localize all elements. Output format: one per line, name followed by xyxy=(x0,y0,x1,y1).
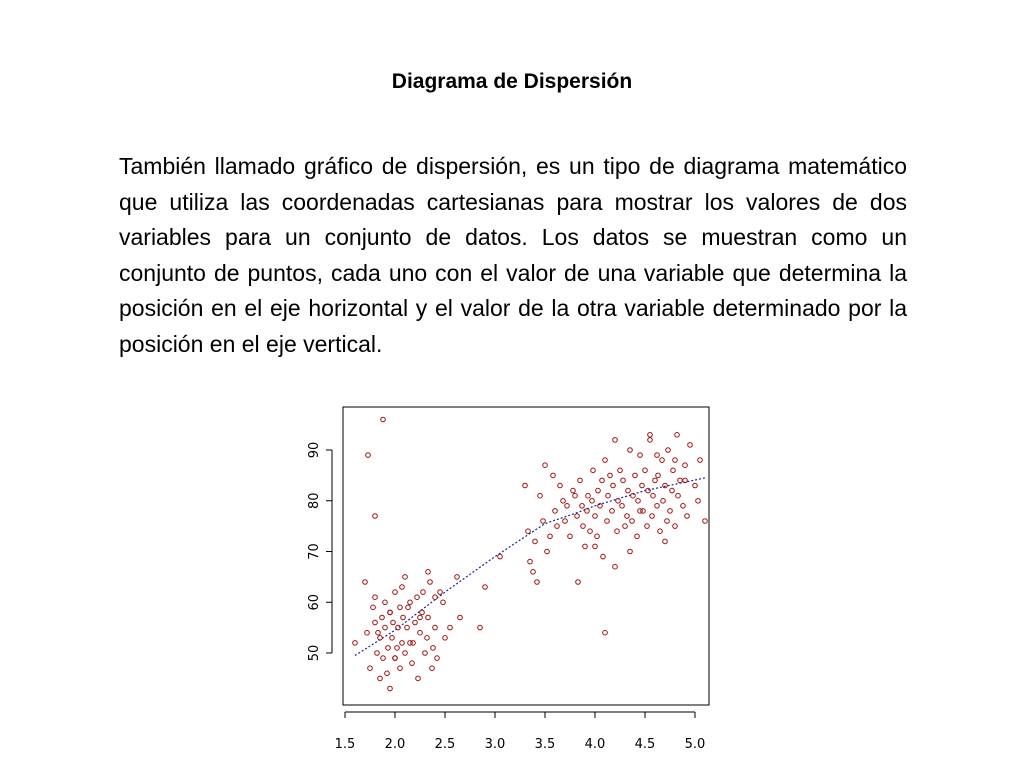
data-point xyxy=(430,666,435,671)
y-axis xyxy=(307,442,332,662)
data-point xyxy=(676,493,681,498)
data-point xyxy=(441,600,446,605)
trend-line-group xyxy=(355,478,705,656)
data-point xyxy=(623,524,628,529)
data-point xyxy=(658,529,663,534)
data-point xyxy=(425,636,430,641)
y-tick-label: 90 xyxy=(307,441,322,459)
data-point xyxy=(585,509,590,514)
data-point xyxy=(433,595,438,600)
data-point xyxy=(528,559,533,564)
data-point xyxy=(668,509,673,514)
data-point xyxy=(381,417,386,422)
data-point xyxy=(683,463,688,468)
data-point xyxy=(651,493,656,498)
data-point xyxy=(635,534,640,539)
data-point xyxy=(353,641,358,646)
data-point xyxy=(431,646,436,651)
data-point xyxy=(561,499,566,504)
data-point xyxy=(571,488,576,493)
data-point xyxy=(660,458,665,463)
data-point xyxy=(638,509,643,514)
data-point xyxy=(580,504,585,509)
plot-frame xyxy=(343,407,709,705)
x-tick-label: 3.5 xyxy=(534,737,556,752)
data-point xyxy=(656,473,661,478)
data-point xyxy=(630,519,635,524)
data-point xyxy=(588,529,593,534)
data-point xyxy=(611,483,616,488)
data-point xyxy=(678,478,683,483)
data-point xyxy=(595,534,600,539)
data-point xyxy=(413,620,418,625)
data-point xyxy=(398,605,403,610)
data-point xyxy=(673,458,678,463)
data-point xyxy=(601,554,606,559)
data-point xyxy=(643,468,648,473)
data-point xyxy=(393,590,398,595)
data-point xyxy=(401,615,406,620)
data-point xyxy=(545,549,550,554)
data-point xyxy=(386,646,391,651)
data-point xyxy=(380,615,385,620)
data-point xyxy=(531,570,536,575)
data-point xyxy=(396,625,401,630)
trend-line xyxy=(355,478,705,656)
data-point xyxy=(438,590,443,595)
data-point xyxy=(455,575,460,580)
data-point xyxy=(403,651,408,656)
data-point xyxy=(435,656,440,661)
data-point xyxy=(551,473,556,478)
data-point xyxy=(390,636,395,641)
data-point xyxy=(383,625,388,630)
data-point xyxy=(670,488,675,493)
data-point xyxy=(398,666,403,671)
data-point xyxy=(591,468,596,473)
x-tick-label: 4.5 xyxy=(634,737,656,752)
data-point xyxy=(671,468,676,473)
data-point xyxy=(426,570,431,575)
data-point xyxy=(403,575,408,580)
data-point xyxy=(608,473,613,478)
data-point xyxy=(378,676,383,681)
data-point xyxy=(663,539,668,544)
data-point xyxy=(406,605,411,610)
data-point xyxy=(383,600,388,605)
data-point xyxy=(538,493,543,498)
data-point xyxy=(586,493,591,498)
data-point xyxy=(626,488,631,493)
data-point xyxy=(388,686,393,691)
data-point xyxy=(405,625,410,630)
data-point xyxy=(371,605,376,610)
data-point xyxy=(648,433,653,438)
slide-body-text: También llamado gráfico de dispersión, es un tipo de diagrama matemático que utiliza las coordenadas cartesianas para mostrar los valores de dos variables para un conjunto de datos. Los datos se muestran como un conjunto de puntos, cada uno con el valor de una variable que determina la posición en el eje horizontal y el valor de la otra variable determinado por la posición en el eje vertical. xyxy=(119,153,907,357)
data-point xyxy=(393,656,398,661)
data-point xyxy=(373,595,378,600)
data-point xyxy=(391,620,396,625)
data-point xyxy=(638,453,643,458)
data-point xyxy=(673,524,678,529)
data-point xyxy=(415,595,420,600)
data-point xyxy=(416,676,421,681)
data-point xyxy=(553,509,558,514)
data-point xyxy=(596,488,601,493)
data-point xyxy=(535,580,540,585)
data-point xyxy=(541,519,546,524)
data-point xyxy=(603,630,608,635)
data-point xyxy=(375,651,380,656)
data-point xyxy=(408,641,413,646)
data-point xyxy=(593,514,598,519)
data-point xyxy=(478,625,483,630)
y-tick-label: 50 xyxy=(307,644,322,662)
data-point xyxy=(636,499,641,504)
x-tick-label: 1.5 xyxy=(334,737,356,752)
data-point xyxy=(381,656,386,661)
data-point xyxy=(365,630,370,635)
data-point xyxy=(376,630,381,635)
data-point xyxy=(423,651,428,656)
data-point xyxy=(543,463,548,468)
data-point xyxy=(420,610,425,615)
x-tick-label: 2.5 xyxy=(434,737,456,752)
data-point xyxy=(633,473,638,478)
data-point xyxy=(421,590,426,595)
data-point xyxy=(548,534,553,539)
data-point xyxy=(650,514,655,519)
data-point xyxy=(655,453,660,458)
data-point xyxy=(698,458,703,463)
x-tick-label: 4.0 xyxy=(584,737,606,752)
data-point xyxy=(685,514,690,519)
data-point xyxy=(443,636,448,641)
data-point xyxy=(483,585,488,590)
data-point xyxy=(613,438,618,443)
data-point xyxy=(578,478,583,483)
data-point xyxy=(366,453,371,458)
data-point xyxy=(418,630,423,635)
x-tick-label: 2.0 xyxy=(384,737,406,752)
data-point xyxy=(533,539,538,544)
data-point xyxy=(368,666,373,671)
data-point xyxy=(576,580,581,585)
data-point xyxy=(688,443,693,448)
data-point xyxy=(628,549,633,554)
data-point xyxy=(388,610,393,615)
data-point xyxy=(581,524,586,529)
data-point xyxy=(625,514,630,519)
data-point xyxy=(418,615,423,620)
data-point xyxy=(605,519,610,524)
data-point xyxy=(565,504,570,509)
data-point xyxy=(603,458,608,463)
data-point xyxy=(618,468,623,473)
data-point xyxy=(653,478,658,483)
data-point xyxy=(400,641,405,646)
y-tick-label: 80 xyxy=(307,492,322,510)
data-point xyxy=(410,661,415,666)
data-point xyxy=(640,483,645,488)
data-point xyxy=(563,519,568,524)
data-point xyxy=(373,620,378,625)
data-point xyxy=(666,448,671,453)
x-axis xyxy=(335,712,706,752)
data-point xyxy=(681,504,686,509)
data-point xyxy=(655,504,660,509)
data-point xyxy=(395,646,400,651)
data-point xyxy=(590,499,595,504)
data-point xyxy=(555,524,560,529)
data-point xyxy=(648,438,653,443)
data-point xyxy=(696,499,701,504)
data-point xyxy=(665,519,670,524)
data-point xyxy=(523,483,528,488)
data-point xyxy=(703,519,708,524)
data-point xyxy=(621,478,626,483)
data-point xyxy=(433,625,438,630)
data-point xyxy=(661,499,666,504)
data-point xyxy=(498,554,503,559)
data-point xyxy=(620,504,625,509)
data-point xyxy=(645,524,650,529)
data-point xyxy=(693,483,698,488)
data-point xyxy=(583,544,588,549)
data-point xyxy=(385,671,390,676)
x-tick-label: 5.0 xyxy=(684,737,706,752)
data-point xyxy=(600,478,605,483)
data-point xyxy=(593,544,598,549)
data-point xyxy=(610,509,615,514)
data-point xyxy=(663,483,668,488)
data-points xyxy=(353,417,708,691)
data-point xyxy=(558,483,563,488)
data-point xyxy=(428,580,433,585)
data-point xyxy=(628,448,633,453)
y-tick-label: 60 xyxy=(307,593,322,611)
slide-title: Diagrama de Dispersión xyxy=(391,70,633,93)
data-point xyxy=(363,580,368,585)
data-point xyxy=(575,514,580,519)
data-point xyxy=(568,534,573,539)
data-point xyxy=(646,488,651,493)
data-point xyxy=(448,625,453,630)
data-point xyxy=(400,585,405,590)
data-point xyxy=(426,615,431,620)
data-point xyxy=(526,529,531,534)
data-point xyxy=(613,564,618,569)
x-tick-label: 3.0 xyxy=(484,737,506,752)
data-point xyxy=(606,493,611,498)
data-point xyxy=(408,600,413,605)
data-point xyxy=(615,529,620,534)
y-tick-label: 70 xyxy=(307,543,322,560)
data-point xyxy=(458,615,463,620)
data-point xyxy=(573,493,578,498)
data-point xyxy=(373,514,378,519)
data-point xyxy=(675,433,680,438)
